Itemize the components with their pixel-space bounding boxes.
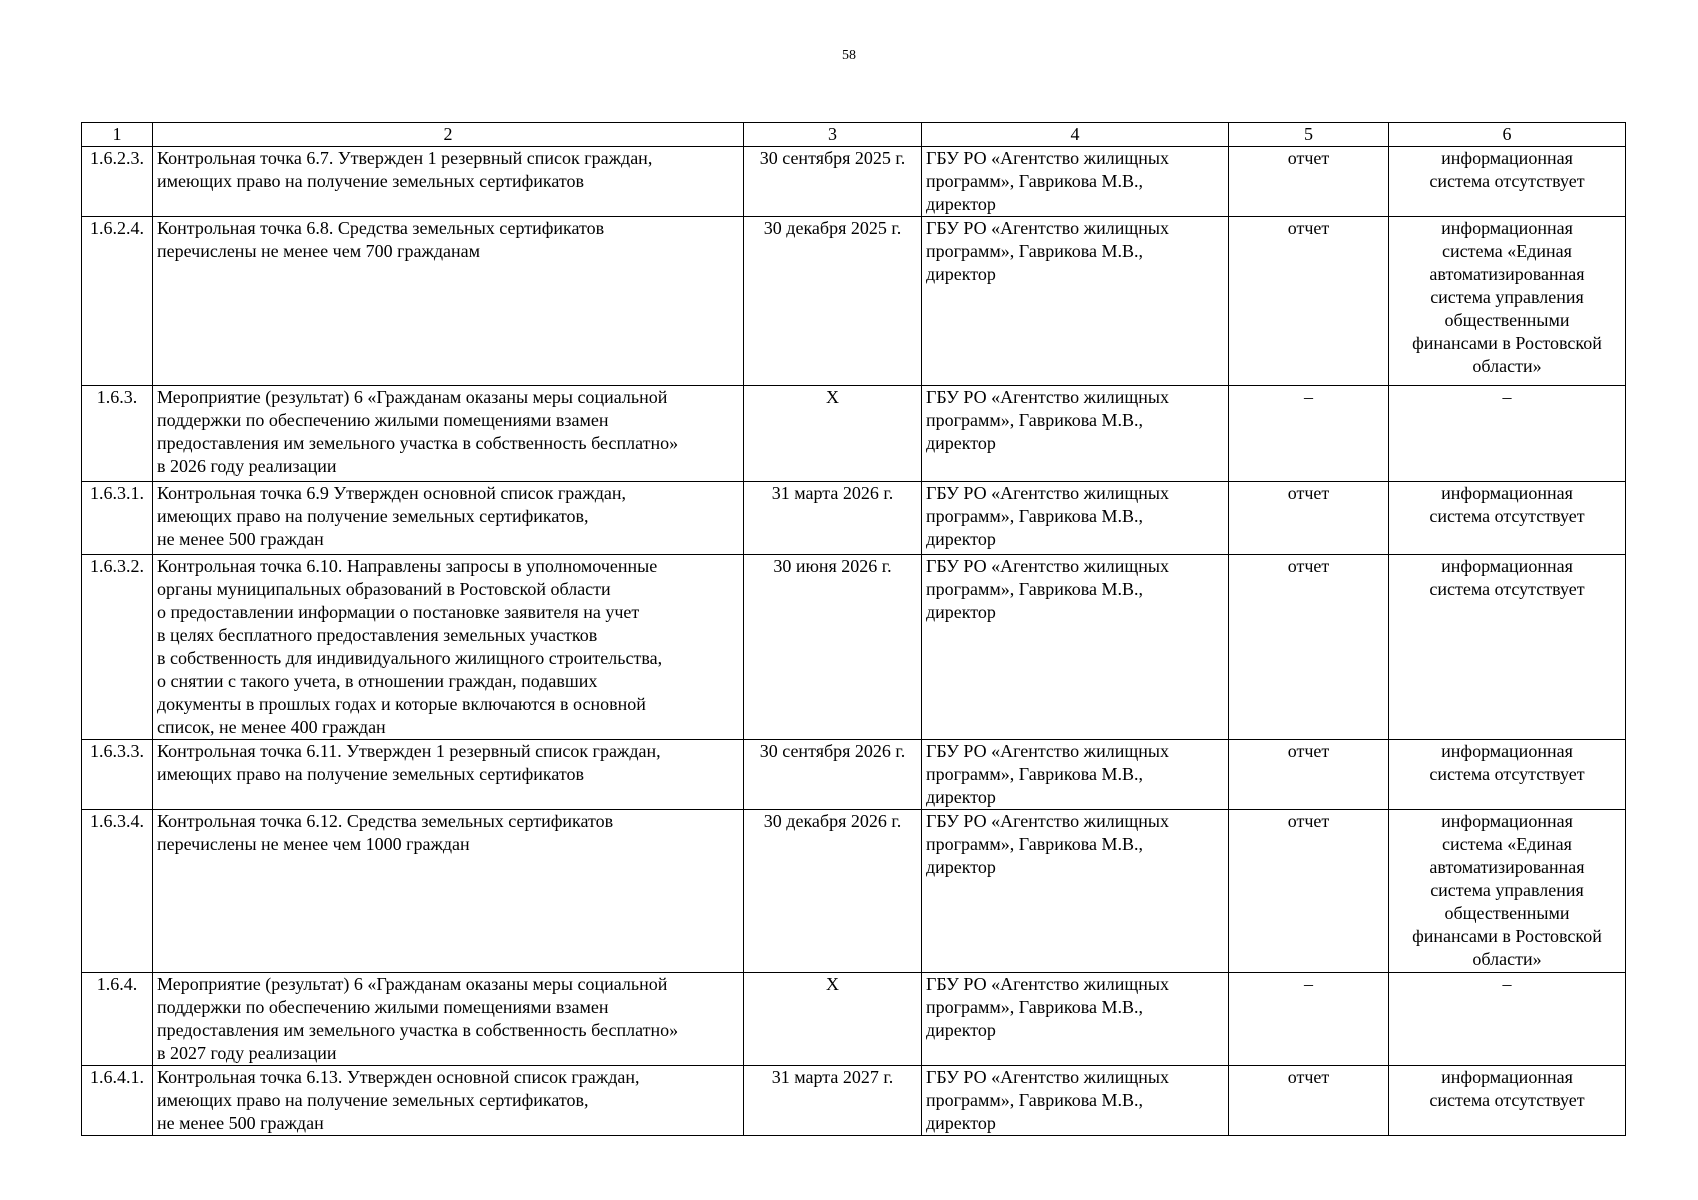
row-document: отчет (1229, 1066, 1389, 1136)
table-body (82, 147, 1626, 1136)
header-col-3: 3 (744, 123, 922, 147)
table-row (82, 482, 1626, 555)
row-responsible: ГБУ РО «Агентство жилищных программ», Гаврикова М.В., директор (922, 740, 1229, 810)
header-col-6: 6 (1389, 123, 1626, 147)
row-responsible: ГБУ РО «Агентство жилищных программ», Гаврикова М.В., директор (922, 386, 1229, 482)
row-number: 1.6.3.3. (82, 740, 153, 810)
row-date: X (744, 386, 922, 482)
row-document: отчет (1229, 217, 1389, 386)
row-responsible: ГБУ РО «Агентство жилищных программ», Гаврикова М.В., директор (922, 147, 1229, 217)
row-info-system: информационная система отсутствует (1389, 147, 1626, 217)
row-number: 1.6.2.4. (82, 217, 153, 386)
row-info-system: – (1389, 973, 1626, 1066)
row-responsible: ГБУ РО «Агентство жилищных программ», Гаврикова М.В., директор (922, 217, 1229, 386)
row-number: 1.6.4.1. (82, 1066, 153, 1136)
row-info-system: информационная система «Единая автоматизированная система управления общественными финансами в Ростовской области» (1389, 217, 1626, 386)
row-info-system: информационная система отсутствует (1389, 1066, 1626, 1136)
row-date: 31 марта 2026 г. (744, 482, 922, 555)
row-document: отчет (1229, 482, 1389, 555)
row-responsible: ГБУ РО «Агентство жилищных программ», Гаврикова М.В., директор (922, 555, 1229, 740)
table-row (82, 147, 1626, 217)
row-name: Контрольная точка 6.13. Утвержден основной список граждан, имеющих право на получение земельных сертификатов, не менее 500 граждан (153, 1066, 744, 1136)
row-document: – (1229, 973, 1389, 1066)
row-number: 1.6.3.1. (82, 482, 153, 555)
row-document: отчет (1229, 555, 1389, 740)
row-document: отчет (1229, 147, 1389, 217)
row-name: Контрольная точка 6.12. Средства земельных сертификатов перечислены не менее чем 1000 граждан (153, 810, 744, 973)
row-date: 30 июня 2026 г. (744, 555, 922, 740)
row-name: Контрольная точка 6.8. Средства земельных сертификатов перечислены не менее чем 700 гражданам (153, 217, 744, 386)
row-info-system: – (1389, 386, 1626, 482)
row-name: Мероприятие (результат) 6 «Гражданам оказаны меры социальной поддержки по обеспечению жилыми помещениями взамен предоставления им земельного участка в собственность бесплатно» в 2027 году реализации (153, 973, 744, 1066)
header-col-5: 5 (1229, 123, 1389, 147)
row-name: Мероприятие (результат) 6 «Гражданам оказаны меры социальной поддержки по обеспечению жилыми помещениями взамен предоставления им земельного участка в собственность бесплатно» в 2026 году реализации (153, 386, 744, 482)
row-name: Контрольная точка 6.11. Утвержден 1 резервный список граждан, имеющих право на получение земельных сертификатов (153, 740, 744, 810)
row-info-system: информационная система отсутствует (1389, 482, 1626, 555)
row-number: 1.6.3.2. (82, 555, 153, 740)
row-document: отчет (1229, 740, 1389, 810)
row-name: Контрольная точка 6.10. Направлены запросы в уполномоченные органы муниципальных образований в Ростовской области о предоставлении информации о постановке заявителя на учет в целях бесплатного предоставления земельных участков в собственность для индивидуального жилищного строительства, о снятии с такого учета, в отношении граждан, подавших документы в прошлых годах и которые включаются в основной список, не менее 400 граждан (153, 555, 744, 740)
table-row (82, 1066, 1626, 1136)
control-points-table (81, 122, 1626, 1136)
row-info-system: информационная система отсутствует (1389, 555, 1626, 740)
row-info-system: информационная система «Единая автоматизированная система управления общественными финансами в Ростовской области» (1389, 810, 1626, 973)
table-row (82, 217, 1626, 386)
header-col-4: 4 (922, 123, 1229, 147)
row-name: Контрольная точка 6.7. Утвержден 1 резервный список граждан, имеющих право на получение земельных сертификатов (153, 147, 744, 217)
row-responsible: ГБУ РО «Агентство жилищных программ», Гаврикова М.В., директор (922, 1066, 1229, 1136)
row-document: отчет (1229, 810, 1389, 973)
page-number: 58 (842, 48, 856, 63)
header-col-1: 1 (82, 123, 153, 147)
table-row (82, 973, 1626, 1066)
header-col-2: 2 (153, 123, 744, 147)
row-date: X (744, 973, 922, 1066)
row-date: 30 декабря 2025 г. (744, 217, 922, 386)
table-row (82, 555, 1626, 740)
header-row (82, 123, 1626, 147)
row-responsible: ГБУ РО «Агентство жилищных программ», Гаврикова М.В., директор (922, 973, 1229, 1066)
row-responsible: ГБУ РО «Агентство жилищных программ», Гаврикова М.В., директор (922, 482, 1229, 555)
table-row (82, 386, 1626, 482)
row-date: 31 марта 2027 г. (744, 1066, 922, 1136)
table-row (82, 810, 1626, 973)
row-name: Контрольная точка 6.9 Утвержден основной список граждан, имеющих право на получение земельных сертификатов, не менее 500 граждан (153, 482, 744, 555)
table-header (82, 123, 1626, 147)
row-number: 1.6.3.4. (82, 810, 153, 973)
row-document: – (1229, 386, 1389, 482)
row-number: 1.6.2.3. (82, 147, 153, 217)
row-number: 1.6.3. (82, 386, 153, 482)
row-date: 30 декабря 2026 г. (744, 810, 922, 973)
row-responsible: ГБУ РО «Агентство жилищных программ», Гаврикова М.В., директор (922, 810, 1229, 973)
row-info-system: информационная система отсутствует (1389, 740, 1626, 810)
row-date: 30 сентября 2025 г. (744, 147, 922, 217)
row-number: 1.6.4. (82, 973, 153, 1066)
row-date: 30 сентября 2026 г. (744, 740, 922, 810)
table-row (82, 740, 1626, 810)
